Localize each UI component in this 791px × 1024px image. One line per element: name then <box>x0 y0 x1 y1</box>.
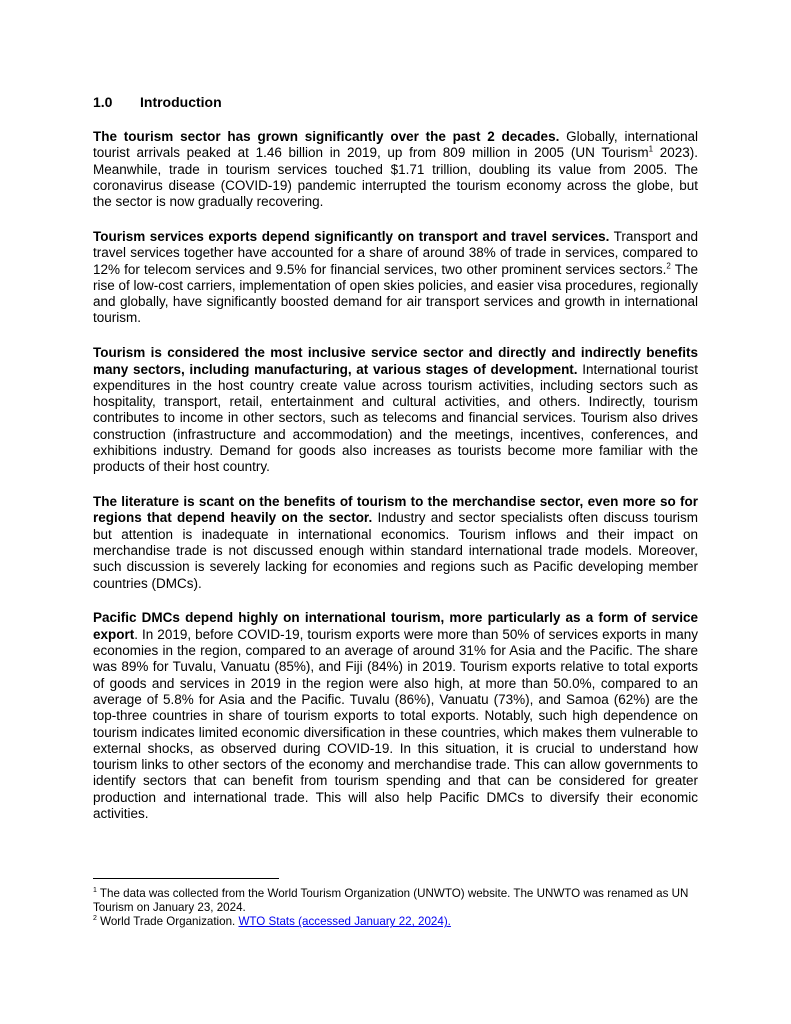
footnote-separator <box>93 878 279 879</box>
section-title: Introduction <box>140 94 222 110</box>
paragraph-lead: Tourism services exports depend significantly on transport and travel services. <box>93 228 610 244</box>
paragraph-lead: The literature is scant on the benefits of tourism to the merchandise sector, even more so for regions that depend heavily on the sector. <box>93 494 698 526</box>
paragraph-lead: The tourism sector has grown significantly over the past 2 decades. <box>93 129 560 144</box>
footnote-ref-1: 1 <box>648 144 654 154</box>
section-number: 1.0 <box>93 94 113 110</box>
paragraph-lead: Tourism is considered the most inclusive service sector and directly and indirectly benefits many sectors, including manufacturing, at various stages of development. <box>93 345 698 377</box>
footnote-1 <box>93 887 698 915</box>
wto-stats-link[interactable]: WTO Stats (accessed January 22, 2024). <box>238 915 451 929</box>
main-content <box>93 93 698 841</box>
paragraph-body: International tourist expenditures in the host country create value across tourism activities, including sectors such as hospitality, transport, retail, entertainment and cultural activities, and others. Indirectly, tourism contributes to income in other sectors, such as telecoms and financial services. Tourism also drives construction (infrastructure and accommodation) and the meetings, incentives, conferences, and exhibitions industry. Demand for goods also increases as tourists become more familiar with the products of their host country. <box>93 361 698 475</box>
footnote-text: World Trade Organization. <box>96 915 239 929</box>
paragraph-tourism-growth <box>93 129 698 210</box>
paragraph-pacific-dmcs <box>93 610 698 822</box>
footnote-ref-2: 2 <box>666 261 671 271</box>
footnote-mark: 1 <box>93 887 97 895</box>
paragraph-lead: Pacific DMCs depend highly on international tourism, more particularly as a form of service export <box>93 610 698 642</box>
paragraph-body-cont: 2023). Meanwhile, trade in tourism services touched $1.71 trillion, doubling its value from 2005. The coronavirus disease (COVID-19) pandemic interrupted the tourism economy across the globe, but the sector is now gradually recovering. <box>93 145 698 210</box>
paragraph-body: . In 2019, before COVID-19, tourism exports were more than 50% of services exports in many economies in the region, compared to an average of around 31% for Asia and the Pacific. The share was 89% for Tuvalu, Vanuatu (85%), and Fiji (84%) in 2019. Tourism exports relative to total exports of goods and services in 2019 in the region were also high, at more than 50.0%, compared to an average of 5.8% for Asia and the Pacific. Tuvalu (86%), Vanuatu (73%), and Samoa (62%) are the top-three countries in share of tourism exports to total exports. Notably, such high dependence on tourism indicates limited economic diversification in these countries, which makes them vulnerable to external shocks, as observed during COVID-19. In this situation, it is crucial to understand how tourism links to other sectors of the economy and merchandise trade. This can allow governments to identify sectors that can benefit from tourism spending and that can be considered for greater production and international trade. This will also help Pacific DMCs to diversify their economic activities. <box>93 626 698 821</box>
paragraph-body: Transport and travel services together have accounted for a share of around 38% of trade in services, compared to 12% for telecom services and 9.5% for financial services, two other prominent services sectors. <box>93 228 698 277</box>
paragraph-body: Industry and sector specialists often discuss tourism but attention is inadequate in international economics. Tourism inflows and their impact on merchandise trade is not discussed enough within standard international trade models. Moreover, such discussion is severely lacking for economies and regions such as Pacific developing member countries (DMCs). <box>93 510 698 591</box>
section-heading <box>93 93 698 111</box>
paragraph-literature <box>93 494 698 592</box>
paragraph-body-cont: The rise of low-cost carriers, implementation of open skies policies, and easier visa procedures, regionally and globally, have significantly boosted demand for air transport services and growth in international tourism. <box>93 261 698 326</box>
footnotes <box>93 887 698 930</box>
paragraph-transport-travel <box>93 229 698 327</box>
paragraph-inclusive-sector <box>93 345 698 475</box>
footnote-2 <box>93 915 698 929</box>
footnote-text: The data was collected from the World Tourism Organization (UNWTO) website. The UNWTO was renamed as UN Tourism on January 23, 2024. <box>93 887 689 915</box>
paragraph-body: Globally, international tourist arrivals peaked at 1.46 billion in 2019, up from 809 million in 2005 (UN Tourism <box>93 129 698 161</box>
footnote-mark: 2 <box>93 915 97 923</box>
